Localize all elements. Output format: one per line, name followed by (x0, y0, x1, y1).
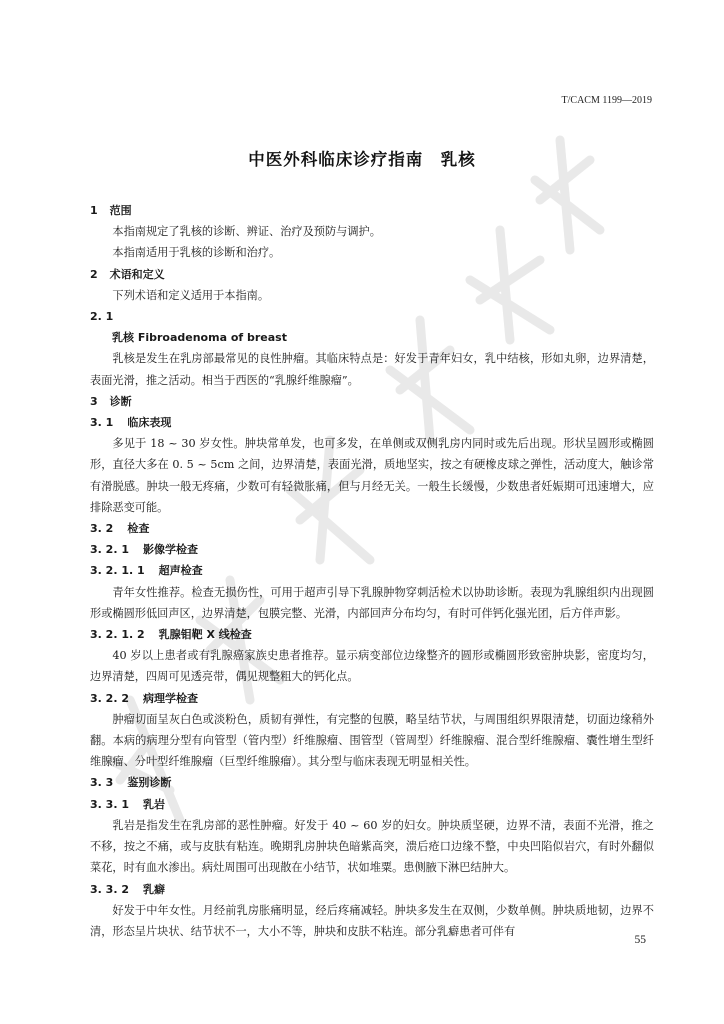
paragraph: 本指南规定了乳核的诊断、辨证、治疗及预防与调护。 (112, 225, 381, 239)
standard-code: T/CACM 1199—2019 (561, 95, 652, 106)
heading-3-1: 3. 1 临床表现 (90, 416, 172, 430)
paragraph: 下列术语和定义适用于本指南。 (112, 288, 270, 302)
heading-3-2-1-1: 3. 2. 1. 1 超声检查 (90, 564, 203, 578)
page-number: 55 (634, 934, 646, 946)
heading-3-2-1-2: 3. 2. 1. 2 乳腺钼靶 X 线检查 (90, 628, 252, 642)
paragraph: 本指南适用于乳核的诊断和治疗。 (112, 246, 281, 260)
paragraph: 好发于中年女性。月经前乳房胀痛明显，经后疼痛减轻。肿块多发生在双侧，少数单侧。肿块质地韧，边界不清，形态呈片块状、结节状不一，大小不等，肿块和皮肤不粘连。部分乳癖患者可伴有 (90, 903, 654, 938)
heading-3-3: 3. 3 鉴别诊断 (90, 776, 172, 790)
term-entry: 乳核 Fibroadenoma of breast (112, 331, 287, 345)
paragraph: 40 岁以上患者或有乳腺癌家族史患者推荐。显示病变部位边缘整齐的圆形或椭圆形致密肿块影，密度均匀，边界清楚，四周可见透亮带，偶见规整粗大的钙化点。 (90, 649, 654, 684)
heading-2-1: 2. 1 (90, 310, 114, 324)
paragraph: 肿瘤切面呈灰白色或淡粉色，质韧有弹性，有完整的包膜，略呈结节状，与周围组织界限清楚，切面边缘稍外翻。本病的病理分型有向管型（管内型）纤维腺瘤、围管型（管周型）纤维腺瘤、混合型纤维腺瘤、囊性增生型纤维腺瘤、分叶型纤维腺瘤（巨型纤维腺瘤）。其分型与临床表现无明显相关性。 (90, 712, 654, 769)
heading-3-3-1: 3. 3. 1 乳岩 (90, 797, 165, 811)
heading-3-2-1: 3. 2. 1 影像学检查 (90, 543, 198, 557)
heading-3-2-2: 3. 2. 2 病理学检查 (90, 691, 198, 705)
paragraph: 多见于 18 ~ 30 岁女性。肿块常单发，也可多发，在单侧或双侧乳房内同时或先后出现。形状呈圆形或椭圆形，直径大多在 0. 5 ~ 5cm 之间，边界清楚，表面光滑，质地坚实，按之有硬橡皮球之弹性，活动度大，触诊常有滑脱感。肿块一般无疼痛，少数可有轻微胀痛，但与月经无关。一般生长缓慢，少数患者妊娠期可迅速增大，应排除恶变可能。 (90, 437, 654, 514)
paragraph: 乳核是发生在乳房部最常见的良性肿瘤。其临床特点是：好发于青年妇女，乳中结核，形如丸卵，边界清楚，表面光滑，推之活动。相当于西医的“乳腺纤维腺瘤”。 (90, 352, 654, 387)
paragraph: 乳岩是指发生在乳房部的恶性肿瘤。好发于 40 ~ 60 岁的妇女。肿块质坚硬，边界不清，表面不光滑，推之不移，按之不痛，或与皮肤有粘连。晚期乳房肿块色暗紫高突，溃后疮口边缘不整，中央凹陷似岩穴，有时外翻似菜花，时有血水渗出。病灶周围可出现散在小结节，状如堆粟。患侧腋下淋巴结肿大。 (90, 818, 654, 875)
heading-3-3-2: 3. 3. 2 乳癖 (90, 882, 165, 896)
document-body (90, 200, 654, 942)
heading-2: 2 术语和定义 (90, 267, 165, 281)
heading-3-2: 3. 2 检查 (90, 522, 150, 536)
page-title: 中医外科临床诊疗指南 乳核 (248, 150, 476, 169)
heading-3: 3 诊断 (90, 394, 132, 408)
paragraph: 青年女性推荐。检查无损伤性，可用于超声引导下乳腺肿物穿刺活检术以协助诊断。表现为乳腺组织内出现圆形或椭圆形低回声区，边界清楚，包膜完整、光滑，内部回声分布均匀，有时可伴钙化强光团，后方伴声影。 (90, 585, 654, 620)
heading-1: 1 范围 (90, 204, 132, 217)
